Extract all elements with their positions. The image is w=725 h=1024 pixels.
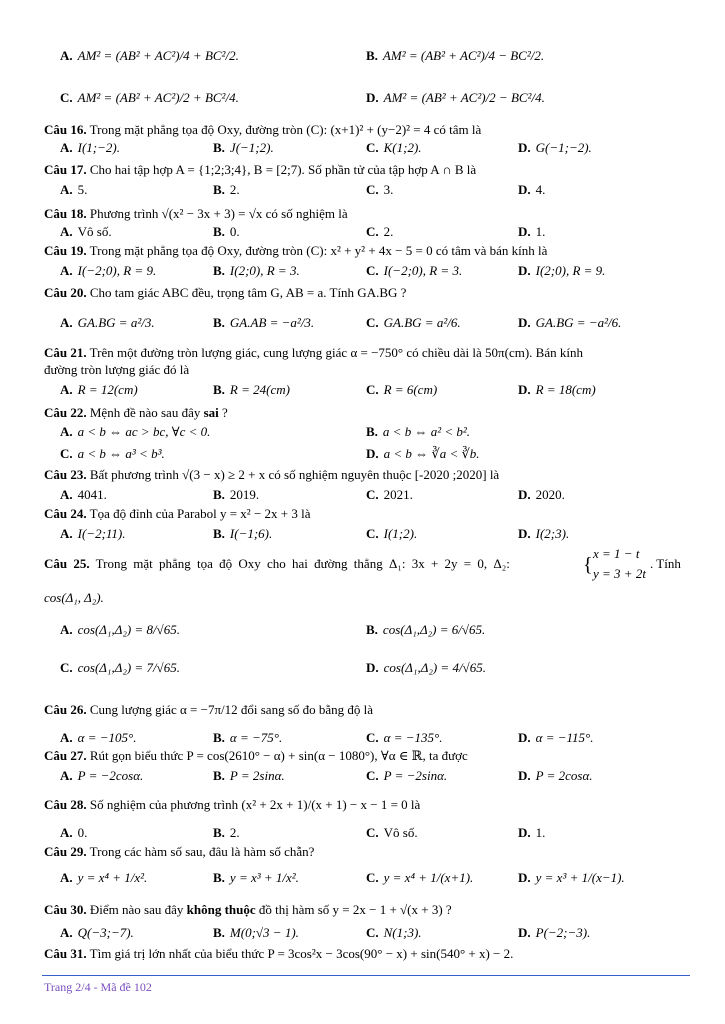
- q26-option-c: C. α = −135°.: [366, 730, 443, 745]
- question-28: Câu 28. Số nghiệm của phương trình (x² + 2x + 1)/(x + 1) − x − 1 = 0 là: [44, 797, 421, 812]
- q24-option-b: B. I(−1;6).: [213, 526, 273, 541]
- q21-option-b: B. R = 24(cm): [213, 382, 290, 397]
- question-30: Câu 30. Điểm nào sau đây không thuộc đồ thị hàm số y = 2x − 1 + √(x + 3) ?: [44, 902, 452, 917]
- question-29: Câu 29. Trong các hàm số sau, đâu là hàm số chẵn?: [44, 844, 315, 859]
- q25-option-d: D. cos(Δ₁,Δ₂) = 4/√65.: [366, 660, 486, 675]
- question-19: Câu 19. Trong mặt phẳng tọa độ Oxy, đường tròn (C): x² + y² + 4x − 5 = 0 có tâm và bán kính là: [44, 243, 548, 258]
- question-17: Câu 17. Cho hai tập hợp A = {1;2;3;4}, B = [2;7). Số phần tử của tập hợp A ∩ B là: [44, 162, 477, 177]
- q29-option-a: A. y = x⁴ + 1/x².: [60, 870, 148, 885]
- q28-option-b: B. 2.: [213, 825, 240, 840]
- q30-option-c: C. N(1;3).: [366, 925, 422, 940]
- q30-option-a: A. Q(−3;−7).: [60, 925, 134, 940]
- q18-option-d: D. 1.: [518, 224, 546, 239]
- q15-option-a: A. AM² = (AB² + AC²)/4 + BC²/2.: [60, 48, 239, 63]
- question-25-line-2: cos(Δ₁, Δ₂).: [44, 590, 104, 605]
- q26-option-a: A. α = −105°.: [60, 730, 137, 745]
- q26-option-b: B. α = −75°.: [213, 730, 283, 745]
- question-31: Câu 31. Tìm giá trị lớn nhất của biểu thức P = 3cos²x − 3cos(90° − x) + sin(540° + x) − 2.: [44, 946, 514, 961]
- q29-option-c: C. y = x⁴ + 1/(x+1).: [366, 870, 474, 885]
- question-21-line-2: đường tròn lượng giác đó là: [44, 362, 190, 377]
- q19-option-c: C. I(−2;0), R = 3.: [366, 263, 463, 278]
- question-24: Câu 24. Tọa độ đỉnh của Parabol y = x² − 2x + 3 là: [44, 506, 311, 521]
- system-brace: {: [583, 554, 593, 576]
- q17-option-a: A. 5.: [60, 182, 88, 197]
- q20-option-c: C. GA.BG = a²/6.: [366, 315, 461, 330]
- q22-option-d: D. a < b ⇔ ∛a < ∛b.: [366, 446, 480, 461]
- page-footer: Trang 2/4 - Mã đề 102: [44, 980, 152, 994]
- q25-option-b: B. cos(Δ₁,Δ₂) = 6/√65.: [366, 622, 486, 637]
- question-23: Câu 23. Bất phương trình √(3 − x) ≥ 2 + x có số nghiệm nguyên thuộc [-2020 ;2020] là: [44, 467, 500, 482]
- q15-option-c: C. AM² = (AB² + AC²)/2 + BC²/4.: [60, 90, 239, 105]
- q26-option-d: D. α = −115°.: [518, 730, 594, 745]
- q20-option-d: D. GA.BG = −a²/6.: [518, 315, 622, 330]
- q29-option-b: B. y = x³ + 1/x².: [213, 870, 299, 885]
- q18-option-b: B. 0.: [213, 224, 240, 239]
- q30-option-b: B. M(0;√3 − 1).: [213, 925, 299, 940]
- q16-option-c: C. K(1;2).: [366, 140, 422, 155]
- q23-option-a: A. 4041.: [60, 487, 107, 502]
- q27-option-b: B. P = 2sinα.: [213, 768, 285, 783]
- question-18: Câu 18. Phương trình √(x² − 3x + 3) = √x có số nghiệm là: [44, 206, 348, 221]
- q20-option-a: A. GA.BG = a²/3.: [60, 315, 155, 330]
- q16-option-a: A. I(1;−2).: [60, 140, 120, 155]
- q24-option-a: A. I(−2;11).: [60, 526, 126, 541]
- footer-rule: [42, 975, 690, 976]
- q27-option-a: A. P = −2cosα.: [60, 768, 144, 783]
- q24-option-d: D. I(2;3).: [518, 526, 570, 541]
- q19-option-a: A. I(−2;0), R = 9.: [60, 263, 157, 278]
- q22-option-b: B. a < b ⇔ a² < b².: [366, 424, 471, 439]
- q22-option-a: A. a < b ⇔ ac > bc, ∀c < 0.: [60, 424, 211, 439]
- q17-option-d: D. 4.: [518, 182, 546, 197]
- q25-option-c: C. cos(Δ₁,Δ₂) = 7/√65.: [60, 660, 180, 675]
- q23-option-c: C. 2021.: [366, 487, 413, 502]
- q25-tail: . Tính: [650, 556, 681, 571]
- q25-option-a: A. cos(Δ₁,Δ₂) = 8/√65.: [60, 622, 180, 637]
- question-21: Câu 21. Trên một đường tròn lượng giác, cung lượng giác α = −750° có chiều dài là 50π(cm). Bán kính: [44, 345, 583, 360]
- q21-option-d: D. R = 18(cm): [518, 382, 596, 397]
- q17-option-c: C. 3.: [366, 182, 394, 197]
- q27-option-c: C. P = −2sinα.: [366, 768, 448, 783]
- q23-option-d: D. 2020.: [518, 487, 565, 502]
- question-25: Câu 25. Trong mặt phẳng tọa độ Oxy cho hai đường thẳng Δ₁: 3x + 2y = 0, Δ₂:: [44, 556, 510, 571]
- q25-system-eq-2: y = 3 + 2t: [593, 566, 646, 581]
- q28-option-c: C. Vô số.: [366, 825, 418, 840]
- question-26: Câu 26. Cung lượng giác α = −7π/12 đổi sang số đo bằng độ là: [44, 702, 374, 717]
- q20-option-b: B. GA.AB = −a²/3.: [213, 315, 315, 330]
- q27-option-d: D. P = 2cosα.: [518, 768, 593, 783]
- q17-option-b: B. 2.: [213, 182, 240, 197]
- q21-option-a: A. R = 12(cm): [60, 382, 138, 397]
- q24-option-c: C. I(1;2).: [366, 526, 418, 541]
- q23-option-b: B. 2019.: [213, 487, 260, 502]
- q28-option-d: D. 1.: [518, 825, 546, 840]
- q19-option-d: D. I(2;0), R = 9.: [518, 263, 606, 278]
- q16-option-d: D. G(−1;−2).: [518, 140, 592, 155]
- q28-option-a: A. 0.: [60, 825, 88, 840]
- q25-system-eq-1: x = 1 − t: [593, 546, 640, 561]
- q21-option-c: C. R = 6(cm): [366, 382, 438, 397]
- question-22: Câu 22. Mệnh đề nào sau đây sai ?: [44, 405, 228, 420]
- q18-option-a: A. Vô số.: [60, 224, 112, 239]
- q18-option-c: C. 2.: [366, 224, 394, 239]
- q22-option-c: C. a < b ⇔ a³ < b³.: [60, 446, 165, 461]
- q29-option-d: D. y = x³ + 1/(x−1).: [518, 870, 625, 885]
- q15-option-d: D. AM² = (AB² + AC²)/2 − BC²/4.: [366, 90, 545, 105]
- question-27: Câu 27. Rút gọn biểu thức P = cos(2610° − α) + sin(α − 1080°), ∀α ∈ ℝ, ta được: [44, 748, 468, 763]
- question-20: Câu 20. Cho tam giác ABC đều, trọng tâm G, AB = a. Tính GA.BG ?: [44, 285, 407, 300]
- q15-option-b: B. AM² = (AB² + AC²)/4 − BC²/2.: [366, 48, 545, 63]
- q19-option-b: B. I(2;0), R = 3.: [213, 263, 300, 278]
- question-16: Câu 16. Trong mặt phẳng tọa độ Oxy, đường tròn (C): (x+1)² + (y−2)² = 4 có tâm là: [44, 122, 482, 137]
- q30-option-d: D. P(−2;−3).: [518, 925, 591, 940]
- q16-option-b: B. J(−1;2).: [213, 140, 274, 155]
